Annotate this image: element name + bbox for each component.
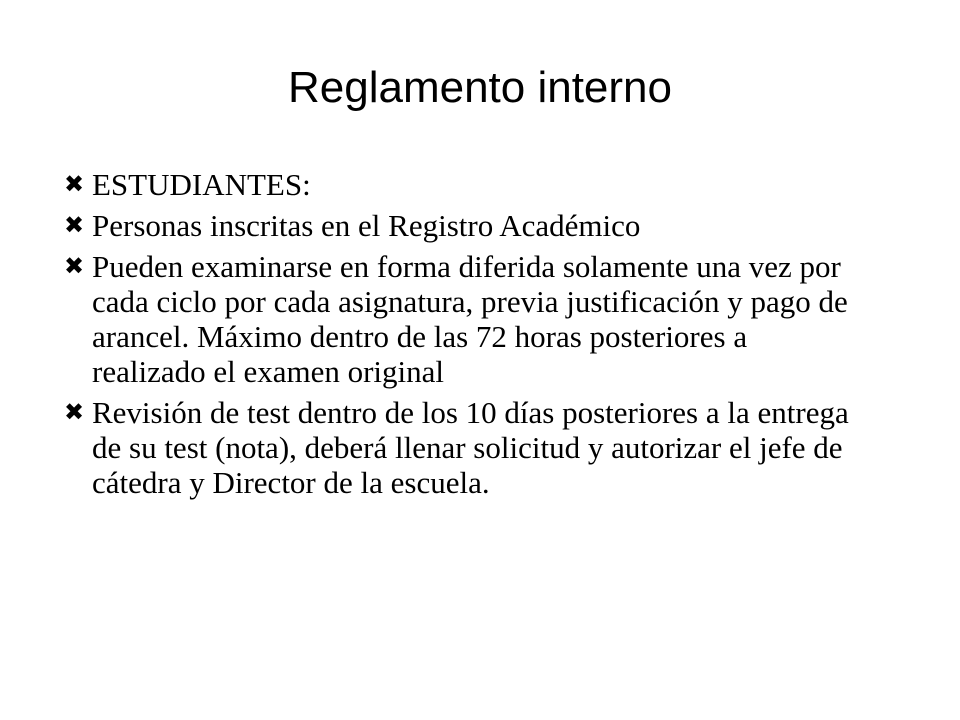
x-mark-icon: ✖ (64, 211, 85, 239)
x-mark-icon: ✖ (64, 170, 85, 198)
bullet-text: Personas inscritas en el Registro Académico (92, 208, 641, 243)
bullet-list (64, 167, 864, 506)
list-item (64, 395, 864, 500)
bullet-text: ESTUDIANTES: (92, 167, 311, 202)
bullet-text: Pueden examinarse en forma diferida solamente una vez por cada ciclo por cada asignatura, previa justificación y pago de arancel. Máximo dentro de las 72 horas posteriores a realizado el examen original (92, 249, 848, 389)
x-mark-icon: ✖ (64, 252, 85, 280)
list-item (64, 249, 864, 389)
slide-title: Reglamento interno (287, 63, 672, 112)
bullet-text: Revisión de test dentro de los 10 días posteriores a la entrega de su test (nota), deberá llenar solicitud y autorizar el jefe de cátedra y Director de la escuela. (92, 395, 849, 500)
list-item (64, 167, 864, 202)
x-mark-icon: ✖ (64, 398, 85, 426)
list-item (64, 208, 864, 243)
